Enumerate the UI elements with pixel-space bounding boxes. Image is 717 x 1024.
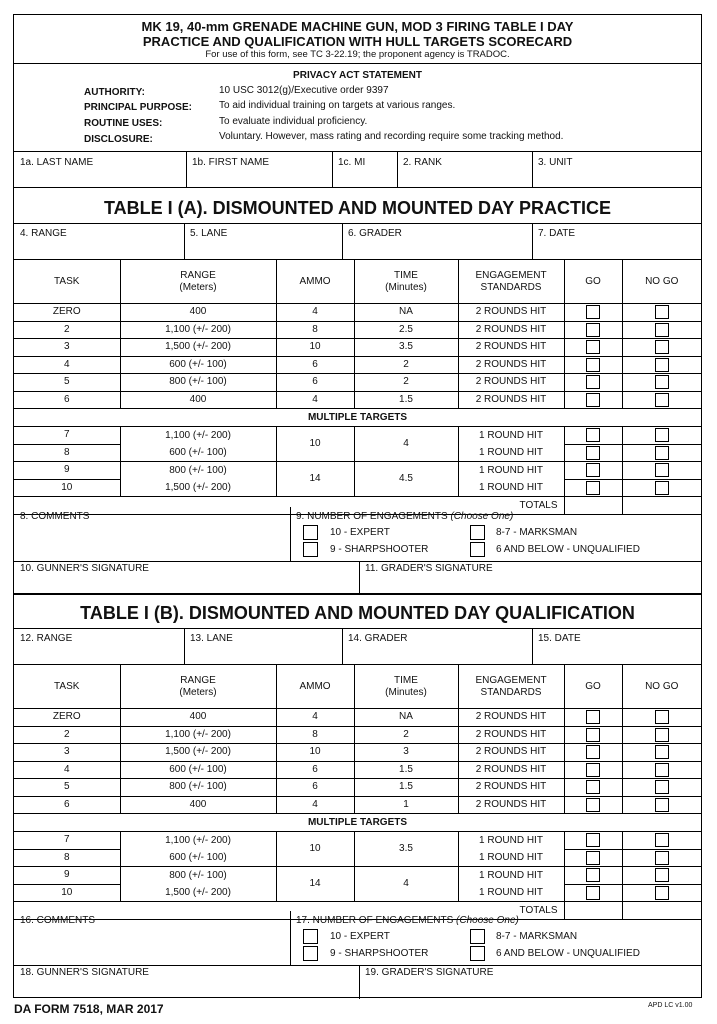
table-header-row xyxy=(14,260,701,304)
ammo-cell: 6 xyxy=(276,356,354,374)
table-row xyxy=(14,427,701,445)
range-cell: 600 (+/- 100) xyxy=(120,444,276,462)
form-header xyxy=(14,19,701,60)
table-a-marksman-label: 8-7 - MARKSMAN xyxy=(496,527,578,538)
table-b-title: TABLE I (B). DISMOUNTED AND MOUNTED DAY QUALIFICATION xyxy=(80,603,635,623)
engagement-header: ENGAGEMENT xyxy=(475,674,547,686)
nogo-header: NO GO xyxy=(645,275,679,287)
task-cell: 4 xyxy=(14,761,120,779)
ammo-header-cell xyxy=(276,665,354,709)
standard-cell: 2 ROUNDS HIT xyxy=(458,761,564,779)
time-header: TIME xyxy=(394,269,418,281)
standard-cell: 1 ROUND HIT xyxy=(458,479,564,497)
task-cell: 3 xyxy=(14,744,120,762)
task-cell: 9 xyxy=(14,462,120,480)
range-cell: 800 (+/- 100) xyxy=(120,374,276,392)
nogo-cell xyxy=(622,761,701,779)
task-cell: 5 xyxy=(14,779,120,797)
table-b-expert-checkbox[interactable] xyxy=(303,929,318,944)
nogo-checkbox[interactable] xyxy=(655,393,669,407)
go-cell xyxy=(564,339,622,357)
time-cell: 2 xyxy=(354,726,458,744)
principal-purpose-label: PRINCIPAL PURPOSE: xyxy=(84,102,192,113)
nogo-checkbox[interactable] xyxy=(655,463,669,477)
range-cell: 600 (+/- 100) xyxy=(120,356,276,374)
disclosure-value: Voluntary. However, mass rating and recording require some tracking method. xyxy=(219,131,564,142)
time-cell: 3 xyxy=(354,744,458,762)
go-cell xyxy=(564,462,622,480)
standard-cell: 2 ROUNDS HIT xyxy=(458,391,564,409)
range-header: RANGE xyxy=(180,269,216,281)
range-cell: 1,100 (+/- 200) xyxy=(120,321,276,339)
table-b-comments-field[interactable]: 16. COMMENTS xyxy=(20,915,96,926)
table-row xyxy=(14,832,701,850)
nogo-checkbox[interactable] xyxy=(655,481,669,495)
nogo-cell xyxy=(622,796,701,814)
table-a-lane-field[interactable]: 5. LANE xyxy=(190,228,228,239)
form-number: DA FORM 7518, MAR 2017 xyxy=(14,1002,164,1016)
nogo-checkbox[interactable] xyxy=(655,428,669,442)
go-cell xyxy=(564,321,622,339)
table-a-engagements-label: 9. NUMBER OF ENGAGEMENTS (Choose One) xyxy=(296,511,514,522)
multiple-targets-row xyxy=(14,814,701,832)
authority-value: 10 USC 3012(g)/Executive order 9397 xyxy=(219,85,389,96)
table-b-unqualified-checkbox[interactable] xyxy=(470,946,485,961)
range-cell: 1,500 (+/- 200) xyxy=(120,884,276,902)
table-a-expert-checkbox[interactable] xyxy=(303,525,318,540)
nogo-checkbox[interactable] xyxy=(655,798,669,812)
nogo-checkbox[interactable] xyxy=(655,833,669,847)
nogo-cell xyxy=(622,849,701,867)
ammo-cell: 10 xyxy=(276,832,354,867)
standard-cell: 1 ROUND HIT xyxy=(458,462,564,480)
table-row xyxy=(14,339,701,357)
go-cell xyxy=(564,479,622,497)
time-cell: 3.5 xyxy=(354,339,458,357)
nogo-checkbox[interactable] xyxy=(655,710,669,724)
go-checkbox[interactable] xyxy=(586,868,600,882)
form-version: APD LC v1.00 xyxy=(648,1002,693,1009)
range-header-cell xyxy=(120,260,276,304)
go-cell xyxy=(564,356,622,374)
standard-cell: 2 ROUNDS HIT xyxy=(458,779,564,797)
time-header-cell xyxy=(354,260,458,304)
nogo-cell xyxy=(622,427,701,445)
table-b-date-field[interactable]: 15. DATE xyxy=(538,633,581,644)
go-cell xyxy=(564,761,622,779)
task-cell: 6 xyxy=(14,796,120,814)
nogo-checkbox[interactable] xyxy=(655,305,669,319)
table-b-sharpshooter-label: 9 - SHARPSHOOTER xyxy=(330,948,429,959)
unit-field[interactable]: 3. UNIT xyxy=(538,157,573,168)
nogo-total-cell[interactable] xyxy=(622,902,701,920)
nogo-cell xyxy=(622,884,701,902)
multiple-targets-header: MULTIPLE TARGETS xyxy=(14,814,701,832)
range-cell: 400 xyxy=(120,304,276,322)
go-cell xyxy=(564,744,622,762)
nogo-cell xyxy=(622,832,701,850)
time-cell: 1.5 xyxy=(354,391,458,409)
time-cell: NA xyxy=(354,709,458,727)
time-unit: (Minutes) xyxy=(385,686,427,698)
table-b-grader-signature[interactable]: 19. GRADER'S SIGNATURE xyxy=(365,967,494,978)
range-cell: 600 (+/- 100) xyxy=(120,849,276,867)
ammo-cell: 6 xyxy=(276,374,354,392)
form-title-line2: PRACTICE AND QUALIFICATION WITH HULL TARGETS SCORECARD xyxy=(142,34,573,49)
go-checkbox[interactable] xyxy=(586,745,600,759)
time-cell: 3.5 xyxy=(354,832,458,867)
table-b-unqualified-label: 6 AND BELOW - UNQUALIFIED xyxy=(496,948,640,959)
go-cell xyxy=(564,304,622,322)
nogo-header-cell xyxy=(622,260,701,304)
ammo-cell: 4 xyxy=(276,304,354,322)
table-a-expert-label: 10 - EXPERT xyxy=(330,527,390,538)
standard-cell: 1 ROUND HIT xyxy=(458,884,564,902)
nogo-header-cell xyxy=(622,665,701,709)
standard-cell: 2 ROUNDS HIT xyxy=(458,339,564,357)
go-checkbox[interactable] xyxy=(586,446,600,460)
nogo-checkbox[interactable] xyxy=(655,340,669,354)
task-cell: 10 xyxy=(14,479,120,497)
nogo-cell xyxy=(622,339,701,357)
nogo-checkbox[interactable] xyxy=(655,728,669,742)
table-row xyxy=(14,761,701,779)
totals-label: TOTALS xyxy=(14,902,564,920)
ammo-cell: 10 xyxy=(276,339,354,357)
nogo-checkbox[interactable] xyxy=(655,358,669,372)
nogo-cell xyxy=(622,709,701,727)
task-cell: 8 xyxy=(14,444,120,462)
go-cell xyxy=(564,374,622,392)
table-a-grader-field[interactable]: 6. GRADER xyxy=(348,228,402,239)
range-cell: 1,100 (+/- 200) xyxy=(120,726,276,744)
table-b-expert-label: 10 - EXPERT xyxy=(330,931,390,942)
go-cell xyxy=(564,444,622,462)
standard-cell: 1 ROUND HIT xyxy=(458,867,564,885)
table-a-grid xyxy=(14,259,701,515)
table-row xyxy=(14,796,701,814)
go-checkbox[interactable] xyxy=(586,833,600,847)
range-cell: 400 xyxy=(120,796,276,814)
task-cell: ZERO xyxy=(14,709,120,727)
range-cell: 1,100 (+/- 200) xyxy=(120,832,276,850)
task-cell: 2 xyxy=(14,726,120,744)
table-a-unqualified-checkbox[interactable] xyxy=(470,542,485,557)
table-b-marksman-checkbox[interactable] xyxy=(470,929,485,944)
range-unit: (Meters) xyxy=(179,281,217,293)
nogo-checkbox[interactable] xyxy=(655,446,669,460)
table-row xyxy=(14,709,701,727)
go-checkbox[interactable] xyxy=(586,798,600,812)
task-cell: 9 xyxy=(14,867,120,885)
table-row xyxy=(14,779,701,797)
task-cell: 3 xyxy=(14,339,120,357)
engagement-header: ENGAGEMENT xyxy=(475,269,547,281)
time-cell: 1.5 xyxy=(354,761,458,779)
ammo-cell: 4 xyxy=(276,391,354,409)
range-cell: 1,500 (+/- 200) xyxy=(120,339,276,357)
table-row xyxy=(14,304,701,322)
nogo-cell xyxy=(622,374,701,392)
table-a-grader-signature[interactable]: 11. GRADER'S SIGNATURE xyxy=(365,563,493,574)
task-header: TASK xyxy=(54,680,80,692)
table-a-range-field[interactable]: 4. RANGE xyxy=(20,228,67,239)
rank-field[interactable]: 2. RANK xyxy=(403,157,442,168)
disclosure-label: DISCLOSURE: xyxy=(84,134,153,145)
range-header: RANGE xyxy=(180,674,216,686)
go-cell xyxy=(564,867,622,885)
form-proponent-note: For use of this form, see TC 3-22.19; the proponent agency is TRADOC. xyxy=(205,49,510,60)
go-cell xyxy=(564,726,622,744)
privacy-act-title: PRIVACY ACT STATEMENT xyxy=(293,70,422,81)
standard-cell: 2 ROUNDS HIT xyxy=(458,796,564,814)
table-b-sharpshooter-checkbox[interactable] xyxy=(303,946,318,961)
time-cell: 2.5 xyxy=(354,321,458,339)
nogo-header: NO GO xyxy=(645,680,679,692)
standard-cell: 2 ROUNDS HIT xyxy=(458,709,564,727)
nogo-cell xyxy=(622,779,701,797)
table-row xyxy=(14,356,701,374)
time-cell: 4 xyxy=(354,867,458,902)
task-cell: 8 xyxy=(14,849,120,867)
range-cell: 800 (+/- 100) xyxy=(120,779,276,797)
task-header-cell xyxy=(14,260,120,304)
range-cell: 400 xyxy=(120,391,276,409)
go-cell xyxy=(564,427,622,445)
range-unit: (Meters) xyxy=(179,686,217,698)
ammo-cell: 4 xyxy=(276,796,354,814)
table-b-grader-field[interactable]: 14. GRADER xyxy=(348,633,408,644)
ammo-cell: 6 xyxy=(276,779,354,797)
go-cell xyxy=(564,849,622,867)
table-row xyxy=(14,391,701,409)
table-header-row xyxy=(14,665,701,709)
table-b-range-field[interactable]: 12. RANGE xyxy=(20,633,73,644)
time-header-cell xyxy=(354,665,458,709)
nogo-cell xyxy=(622,304,701,322)
ammo-cell: 6 xyxy=(276,761,354,779)
time-cell: 1.5 xyxy=(354,779,458,797)
go-total-cell[interactable] xyxy=(564,497,622,515)
table-b-gunner-signature[interactable]: 18. GUNNER'S SIGNATURE xyxy=(20,967,149,978)
range-cell: 1,500 (+/- 200) xyxy=(120,744,276,762)
nogo-total-cell[interactable] xyxy=(622,497,701,515)
time-cell: 4.5 xyxy=(354,462,458,497)
table-a-date-field[interactable]: 7. DATE xyxy=(538,228,576,239)
go-checkbox[interactable] xyxy=(586,340,600,354)
time-cell: NA xyxy=(354,304,458,322)
task-cell: 4 xyxy=(14,356,120,374)
task-cell: 7 xyxy=(14,832,120,850)
go-total-cell[interactable] xyxy=(564,902,622,920)
table-row xyxy=(14,321,701,339)
nogo-checkbox[interactable] xyxy=(655,375,669,389)
nogo-checkbox[interactable] xyxy=(655,886,669,900)
nogo-cell xyxy=(622,391,701,409)
table-row xyxy=(14,744,701,762)
task-header-cell xyxy=(14,665,120,709)
task-header: TASK xyxy=(54,275,80,287)
task-cell: ZERO xyxy=(14,304,120,322)
range-header-cell xyxy=(120,665,276,709)
table-b-marksman-label: 8-7 - MARKSMAN xyxy=(496,931,578,942)
go-checkbox[interactable] xyxy=(586,728,600,742)
go-header: GO xyxy=(585,275,601,287)
nogo-cell xyxy=(622,744,701,762)
time-cell: 1 xyxy=(354,796,458,814)
table-row xyxy=(14,374,701,392)
table-a-sharpshooter-label: 9 - SHARPSHOOTER xyxy=(330,544,429,555)
table-row xyxy=(14,867,701,885)
go-checkbox[interactable] xyxy=(586,428,600,442)
multiple-targets-row xyxy=(14,409,701,427)
go-checkbox[interactable] xyxy=(586,851,600,865)
table-row xyxy=(14,726,701,744)
table-b-lane-field[interactable]: 13. LANE xyxy=(190,633,233,644)
go-cell xyxy=(564,779,622,797)
go-checkbox[interactable] xyxy=(586,481,600,495)
table-a-marksman-checkbox[interactable] xyxy=(470,525,485,540)
standard-cell: 2 ROUNDS HIT xyxy=(458,304,564,322)
scorecard-form xyxy=(13,14,702,998)
ammo-cell: 10 xyxy=(276,427,354,462)
standard-cell: 1 ROUND HIT xyxy=(458,832,564,850)
range-cell: 800 (+/- 100) xyxy=(120,462,276,480)
nogo-checkbox[interactable] xyxy=(655,763,669,777)
range-cell: 1,100 (+/- 200) xyxy=(120,427,276,445)
nogo-checkbox[interactable] xyxy=(655,323,669,337)
range-cell: 1,500 (+/- 200) xyxy=(120,479,276,497)
standard-cell: 2 ROUNDS HIT xyxy=(458,744,564,762)
go-checkbox[interactable] xyxy=(586,358,600,372)
task-cell: 6 xyxy=(14,391,120,409)
go-checkbox[interactable] xyxy=(586,393,600,407)
table-a-comments-field[interactable]: 8. COMMENTS xyxy=(20,511,90,522)
last-name-field[interactable]: 1a. LAST NAME xyxy=(20,157,94,168)
routine-uses-label: ROUTINE USES: xyxy=(84,118,163,129)
ammo-cell: 8 xyxy=(276,321,354,339)
go-checkbox[interactable] xyxy=(586,886,600,900)
nogo-checkbox[interactable] xyxy=(655,780,669,794)
nogo-cell xyxy=(622,356,701,374)
table-a-gunner-signature[interactable]: 10. GUNNER'S SIGNATURE xyxy=(20,563,149,574)
nogo-cell xyxy=(622,321,701,339)
ammo-cell: 8 xyxy=(276,726,354,744)
nogo-cell xyxy=(622,479,701,497)
mi-field[interactable]: 1c. MI xyxy=(338,157,366,168)
engagement-header-cell xyxy=(458,260,564,304)
go-checkbox[interactable] xyxy=(586,780,600,794)
go-checkbox[interactable] xyxy=(586,763,600,777)
multiple-targets-header: MULTIPLE TARGETS xyxy=(14,409,701,427)
task-cell: 10 xyxy=(14,884,120,902)
standard-cell: 1 ROUND HIT xyxy=(458,849,564,867)
ammo-cell: 14 xyxy=(276,867,354,902)
ammo-cell: 10 xyxy=(276,744,354,762)
ammo-header-cell xyxy=(276,260,354,304)
go-cell xyxy=(564,796,622,814)
nogo-checkbox[interactable] xyxy=(655,868,669,882)
task-cell: 2 xyxy=(14,321,120,339)
standards-header: STANDARDS xyxy=(480,686,542,698)
go-cell xyxy=(564,709,622,727)
table-row xyxy=(14,462,701,480)
nogo-checkbox[interactable] xyxy=(655,851,669,865)
time-header: TIME xyxy=(394,674,418,686)
range-cell: 600 (+/- 100) xyxy=(120,761,276,779)
engagement-header-cell xyxy=(458,665,564,709)
go-header: GO xyxy=(585,680,601,692)
authority-label: AUTHORITY: xyxy=(84,87,145,98)
ammo-header: AMMO xyxy=(299,680,331,692)
nogo-checkbox[interactable] xyxy=(655,745,669,759)
go-header-cell xyxy=(564,665,622,709)
standard-cell: 1 ROUND HIT xyxy=(458,444,564,462)
first-name-field[interactable]: 1b. FIRST NAME xyxy=(192,157,270,168)
nogo-cell xyxy=(622,462,701,480)
table-a-unqualified-label: 6 AND BELOW - UNQUALIFIED xyxy=(496,544,640,555)
time-cell: 4 xyxy=(354,427,458,462)
table-a-sharpshooter-checkbox[interactable] xyxy=(303,542,318,557)
go-checkbox[interactable] xyxy=(586,375,600,389)
go-cell xyxy=(564,884,622,902)
table-a-title: TABLE I (A). DISMOUNTED AND MOUNTED DAY PRACTICE xyxy=(103,198,611,218)
standard-cell: 2 ROUNDS HIT xyxy=(458,726,564,744)
standard-cell: 2 ROUNDS HIT xyxy=(458,356,564,374)
go-cell xyxy=(564,832,622,850)
nogo-cell xyxy=(622,726,701,744)
standard-cell: 2 ROUNDS HIT xyxy=(458,321,564,339)
ammo-cell: 4 xyxy=(276,709,354,727)
totals-label: TOTALS xyxy=(14,497,564,515)
time-cell: 2 xyxy=(354,374,458,392)
go-checkbox[interactable] xyxy=(586,323,600,337)
task-cell: 5 xyxy=(14,374,120,392)
nogo-cell xyxy=(622,444,701,462)
form-title-line1: MK 19, 40-mm GRENADE MACHINE GUN, MOD 3 FIRING TABLE I DAY xyxy=(141,19,574,34)
principal-purpose-value: To aid individual training on targets at various ranges. xyxy=(219,100,456,111)
standard-cell: 1 ROUND HIT xyxy=(458,427,564,445)
time-unit: (Minutes) xyxy=(385,281,427,293)
go-checkbox[interactable] xyxy=(586,305,600,319)
go-checkbox[interactable] xyxy=(586,710,600,724)
go-header-cell xyxy=(564,260,622,304)
ammo-cell: 14 xyxy=(276,462,354,497)
go-checkbox[interactable] xyxy=(586,463,600,477)
range-cell: 800 (+/- 100) xyxy=(120,867,276,885)
standard-cell: 2 ROUNDS HIT xyxy=(458,374,564,392)
range-cell: 400 xyxy=(120,709,276,727)
time-cell: 2 xyxy=(354,356,458,374)
nogo-cell xyxy=(622,867,701,885)
table-b-grid xyxy=(14,664,701,920)
ammo-header: AMMO xyxy=(299,275,331,287)
table-b-engagements-label: 17. NUMBER OF ENGAGEMENTS (Choose One) xyxy=(296,915,519,926)
go-cell xyxy=(564,391,622,409)
task-cell: 7 xyxy=(14,427,120,445)
standards-header: STANDARDS xyxy=(480,281,542,293)
routine-uses-value: To evaluate individual proficiency. xyxy=(219,116,368,127)
